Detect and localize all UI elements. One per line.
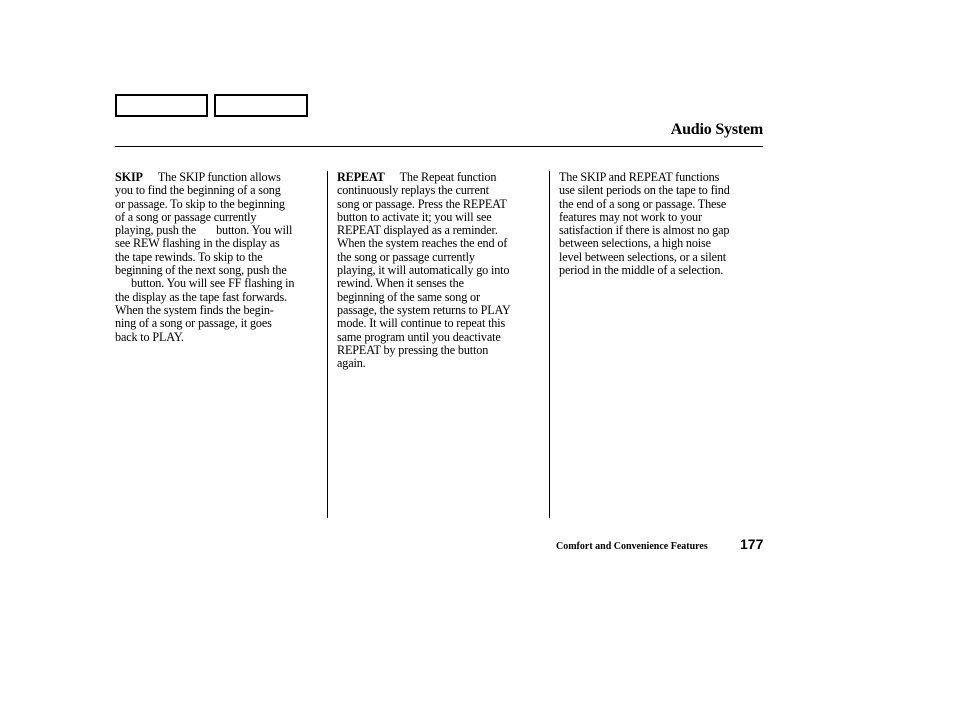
- repeat-text-line: same program until you deactivate: [337, 329, 501, 344]
- note-column: [559, 171, 763, 277]
- previous-page-button[interactable]: [115, 94, 208, 117]
- header-divider: [115, 146, 763, 147]
- column-divider: [327, 171, 328, 518]
- skip-text-line: see REW flashing in the display as: [115, 236, 280, 251]
- repeat-text-line: song or passage. Press the REPEAT: [337, 196, 507, 211]
- next-page-button[interactable]: [214, 94, 308, 117]
- repeat-text-line: REPEAT by pressing the button: [337, 342, 489, 357]
- note-text-line: between selections, a high noise: [559, 236, 711, 251]
- skip-text-line: beginning of the next song, push the: [115, 263, 287, 278]
- note-text-line: the end of a song or passage. These: [559, 196, 727, 211]
- skip-text-line: of a song or passage currently: [115, 209, 257, 224]
- note-text-line: satisfaction if there is almost no gap: [559, 223, 730, 238]
- skip-text-line: back to PLAY.: [115, 329, 184, 344]
- skip-text-line: or passage. To skip to the beginning: [115, 196, 285, 211]
- footer-section-name: Comfort and Convenience Features: [556, 541, 708, 552]
- page-number: 177: [740, 536, 764, 552]
- skip-text-line: The SKIP function allows: [157, 170, 281, 184]
- column-divider: [549, 171, 550, 518]
- skip-text-line: playing, push the: [115, 223, 197, 238]
- repeat-text-line: playing, it will automatically go into: [337, 263, 510, 278]
- repeat-text-line: REPEAT displayed as a reminder.: [337, 223, 498, 238]
- section-title: Audio System: [670, 121, 763, 138]
- skip-text-line: you to find the beginning of a song: [115, 183, 281, 198]
- repeat-text-line: the song or passage currently: [337, 249, 475, 264]
- repeat-text-line: button to activate it; you will see: [337, 209, 492, 224]
- note-text-line: features may not work to your: [559, 209, 702, 224]
- note-text-line: The SKIP and REPEAT functions: [559, 170, 720, 184]
- skip-text-line: button. You will see FF flashing in: [131, 276, 295, 291]
- repeat-text-line: again.: [337, 356, 366, 371]
- repeat-text-line: mode. It will continue to repeat this: [337, 316, 506, 331]
- repeat-text-line: passage, the system returns to PLAY: [337, 302, 511, 317]
- repeat-text-line: The Repeat function: [399, 170, 497, 184]
- repeat-term: REPEAT: [337, 170, 385, 184]
- repeat-text-line: rewind. When it senses the: [337, 276, 464, 291]
- skip-text-line: the tape rewinds. To skip to the: [115, 249, 263, 264]
- note-text-line: period in the middle of a selection.: [559, 263, 724, 278]
- skip-text-line: button. You will: [216, 223, 293, 238]
- skip-term: SKIP: [115, 170, 143, 184]
- note-text-line: level between selections, or a silent: [559, 249, 727, 264]
- repeat-text-line: continuously replays the current: [337, 183, 489, 198]
- skip-text-line: When the system finds the begin-: [115, 302, 274, 317]
- skip-column: [115, 171, 322, 344]
- repeat-column: [337, 171, 544, 370]
- skip-text-line: ning of a song or passage, it goes: [115, 316, 272, 331]
- repeat-text-line: When the system reaches the end of: [337, 236, 508, 251]
- repeat-text-line: beginning of the same song or: [337, 289, 480, 304]
- note-text-line: use silent periods on the tape to find: [559, 183, 730, 198]
- skip-text-line: the display as the tape fast forwards.: [115, 289, 287, 304]
